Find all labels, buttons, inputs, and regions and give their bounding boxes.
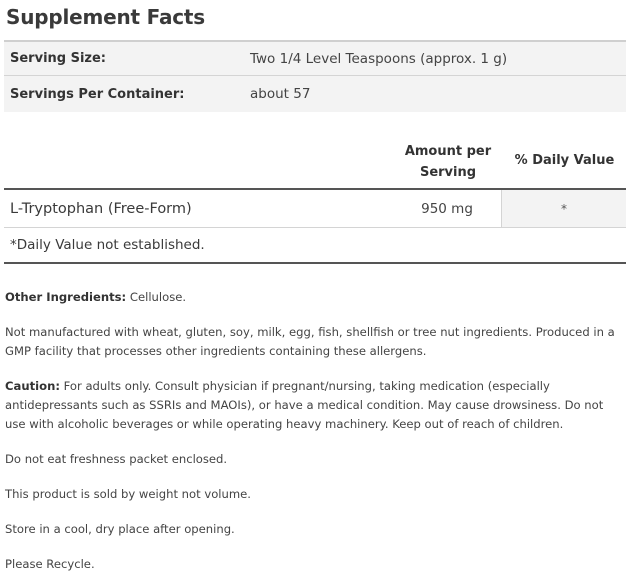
header-ingredient-spacer (4, 140, 393, 188)
weight-note: This product is sold by weight not volume. (5, 487, 251, 501)
ingredient-amount: 950 mg (421, 200, 473, 217)
ingredient-daily-value: * (501, 190, 626, 227)
other-ingredients-note (5, 288, 625, 307)
page-title: Supplement Facts (6, 5, 205, 29)
caution-text: For adults only. Consult physician if pregnant/nursing, taking medication (especially antidepressants such as SSRIs and MAOIs), or have a medical condition. May cause drowsiness. Do not use with alcoholic beverages or while operating heavy machinery. Keep out of reach of children. (5, 379, 604, 431)
table-row (4, 190, 626, 228)
ingredient-name: L-Tryptophan (Free-Form) (10, 200, 192, 217)
other-ingredients-value: Cellulose. (126, 290, 187, 304)
serving-size-row (4, 42, 626, 76)
product-notes (5, 288, 625, 575)
other-ingredients-label: Other Ingredients: (5, 290, 127, 304)
allergen-note: Not manufactured with wheat, gluten, soy, milk, egg, fish, shellfish or tree nut ingredients. Produced in a GMP facility that processes other ingredients containing these allergens. (5, 325, 615, 358)
recycle-note: Please Recycle. (5, 557, 95, 571)
freshness-packet-note: Do not eat freshness packet enclosed. (5, 452, 228, 466)
serving-info-table (4, 40, 626, 112)
header-daily-value: % Daily Value (514, 153, 615, 168)
serving-size-value: Two 1/4 Level Teaspoons (approx. 1 g) (250, 50, 508, 67)
daily-value-footnote: *Daily Value not established. (4, 228, 626, 264)
servings-per-container-label: Servings Per Container: (10, 86, 185, 102)
header-amount-per-serving: Amount per Serving (404, 144, 492, 180)
caution-label: Caution: (5, 379, 60, 393)
storage-note: Store in a cool, dry place after opening. (5, 522, 235, 536)
caution-note (5, 377, 625, 434)
supplement-facts-table (4, 140, 626, 264)
servings-per-container-value: about 57 (250, 86, 311, 102)
servings-per-container-row (4, 76, 626, 112)
facts-header-row (4, 140, 626, 190)
serving-size-label: Serving Size: (10, 51, 107, 66)
